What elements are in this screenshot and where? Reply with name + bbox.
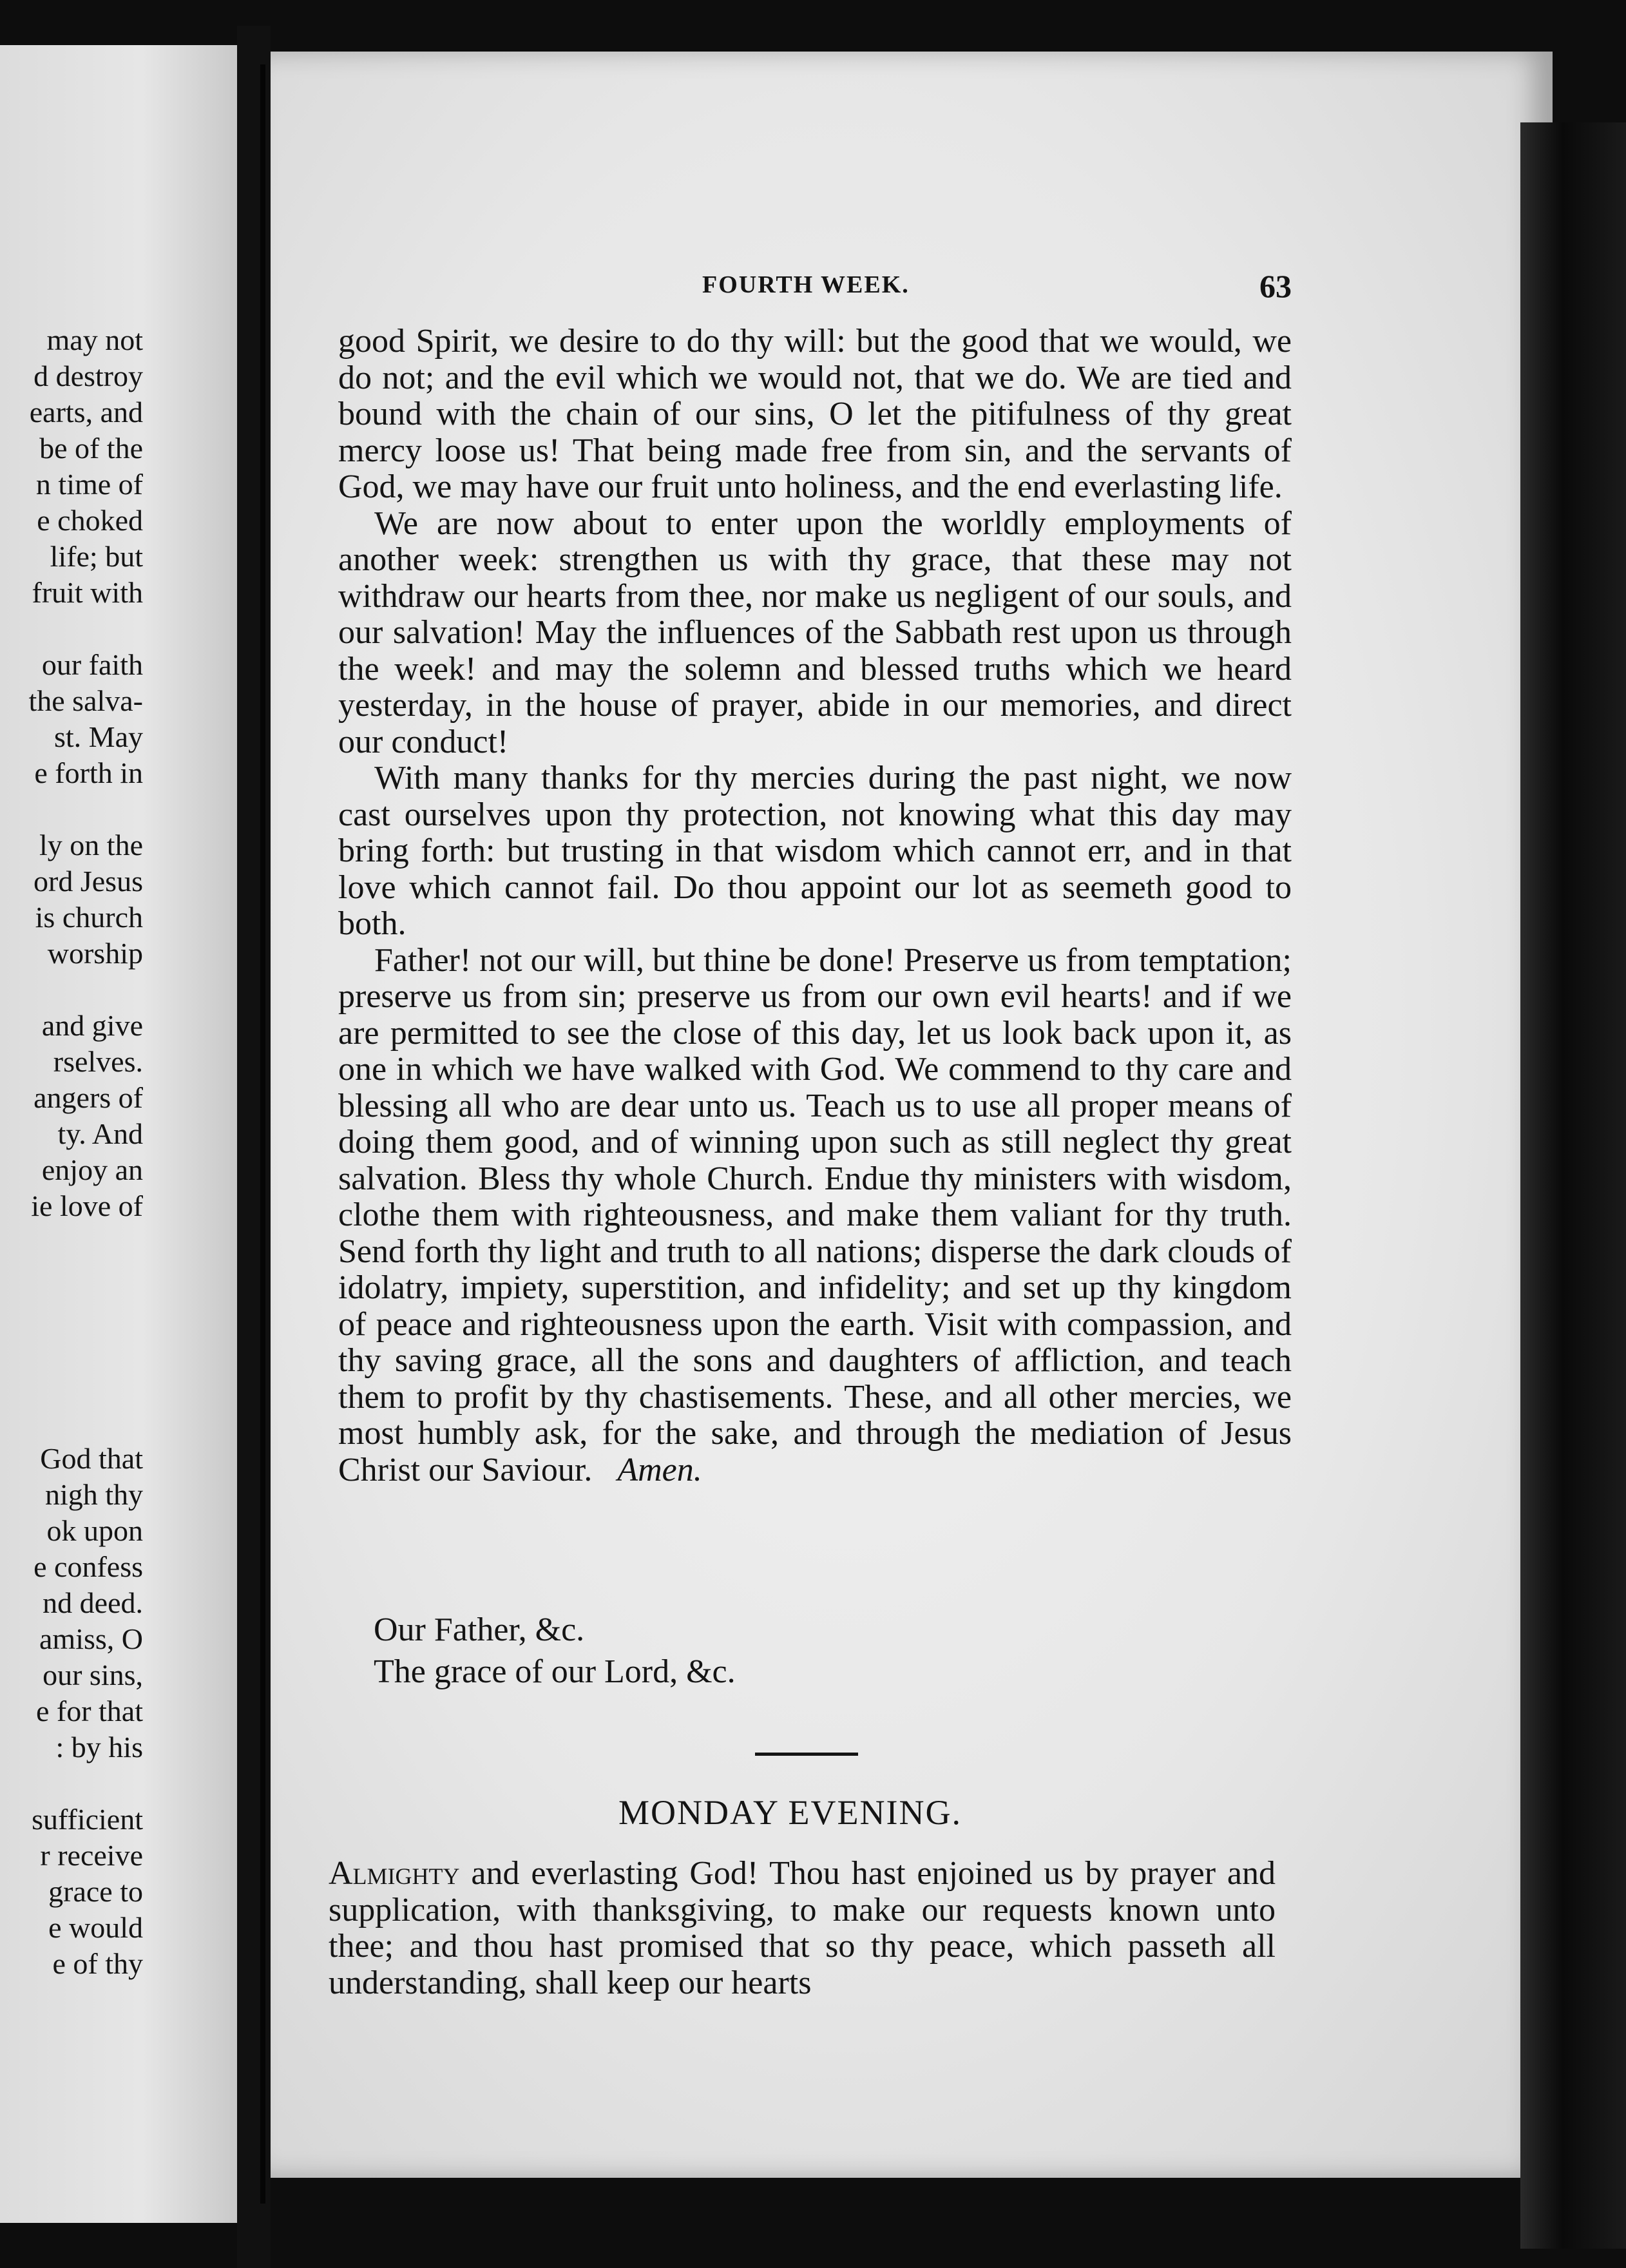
left-page-line: and give [41,1009,143,1042]
left-page-line: ord Jesus [33,865,143,898]
evening-prayer-body [329,1856,1276,2001]
left-page-line: our faith [41,648,143,681]
left-page-line: the salva- [28,684,143,717]
left-page-line: grace to [48,1875,143,1908]
left-page-line: ok upon [46,1514,143,1547]
left-page-line: be of the [39,432,143,465]
left-page-line: ie love of [31,1189,143,1222]
prayer-paragraph-3: With many thanks for thy mercies during the past night, we now cast ourselves upon thy protection, not knowing what this day may bring forth: but trusting in that wisdom which cannot err, and in that love which cannot fail. Do thou appoint our lot as seemeth good to both. [338,760,1292,942]
evening-paragraph [329,1856,1276,2001]
left-page-line: enjoy an [41,1153,143,1186]
amen: Amen. [617,1451,702,1488]
page-edge [1520,122,1626,2249]
left-page-line: fruit with [32,576,143,609]
gutter-shadow [260,64,265,2204]
left-page-line: nigh thy [44,1478,143,1511]
section-divider [755,1753,858,1756]
left-page-line: worship [47,937,143,970]
left-page-line: st. May [54,720,143,753]
left-page-line: our sins, [43,1658,143,1691]
left-page-line: may not [46,323,143,356]
left-page-line: e for that [35,1695,143,1727]
left-page-line: : by his [55,1731,143,1763]
left-page-line: nd deed. [43,1586,143,1619]
prayer-paragraph-4-text: Father! not our will, but thine be done! Preserve us from temptation; preserve us from sin; preserve us from our own evil hearts! and if we are permitted to see the close of this day, let us look back upon it, as one in which we have walked with God. We commend to thy care and blessing all who are dear unto us. Teach us to use all proper means of doing them good, and of winning upon such as still neglect thy great salvation. Bless thy whole Church. Endue thy ministers with wisdom, clothe them with righteousness, and make them valiant for thy truth. Send forth thy light and truth to all nations; disperse the dark clouds of idolatry, impiety, superstition, and infidelity; and set up thy kingdom of peace and righteousness upon the earth. Visit with compassion, and thy saving grace, all the sons and daughters of affliction, and teach them to profit by thy chastisements. These, and all other mercies, we most humbly ask, for the sake, and through the mediation of Jesus Christ our Saviour. [338,941,1292,1488]
running-title: FOURTH WEEK. [702,271,910,298]
page-number: 63 [1259,268,1292,304]
prayer-paragraph-4 [338,943,1292,1489]
left-page-line: e choked [37,504,143,537]
left-page-line: d destroy [33,360,143,392]
evening-text: and everlasting God! Thou hast enjoined us by prayer and supplication, with thanksgiving, to make our requests known unto thee; and thou hast promised that so thy peace, which passeth all understanding, shall keep our hearts [329,1855,1276,2001]
morning-prayer-body [338,323,1292,1488]
closing-our-father: Our Father, &c. [374,1611,585,1648]
left-page-line: e confess [33,1550,143,1583]
left-page-line: e would [48,1911,143,1944]
closing-grace: The grace of our Lord, &c. [374,1653,736,1690]
left-page-line: amiss, O [39,1622,143,1655]
left-page-line: life; but [50,540,143,573]
book-gutter [237,26,271,2268]
left-page-line: earts, and [29,396,143,428]
left-page-line: n time of [35,468,143,501]
prayer-paragraph-1: good Spirit, we desire to do thy will: but the good that we would, we do not; and the evil which we would not, that we do. We are tied and bound with the chain of our sins, O let the pitifulness of thy great mercy loose us! That being made free from sin, and the servants of God, we may have our fruit unto holiness, and the end everlasting life. [338,323,1292,505]
left-page-line: r receive [40,1839,143,1872]
left-page-line: e forth in [34,756,143,789]
evening-first-word: Almighty [329,1855,460,1892]
prayer-paragraph-2: We are now about to enter upon the worldly employments of another week: strengthen us with thy grace, that these may not withdraw our hearts from thee, nor make us negligent of our souls, and our salvation! May the influences of the Sabbath rest upon us through the week! and may the solemn and blessed truths which we heard yesterday, in the house of prayer, abide in our memories, and direct our conduct! [338,505,1292,760]
left-page-line: God that [40,1442,143,1475]
left-page-line: angers of [33,1081,143,1114]
left-page-line: e of thy [52,1947,143,1980]
left-page-line: sufficient [32,1803,143,1836]
section-title: MONDAY EVENING. [618,1793,962,1832]
left-page-line: rselves. [53,1045,143,1078]
left-page-line: ty. And [57,1117,143,1150]
left-page-line: is church [35,901,143,934]
left-page-line: ly on the [39,829,143,861]
